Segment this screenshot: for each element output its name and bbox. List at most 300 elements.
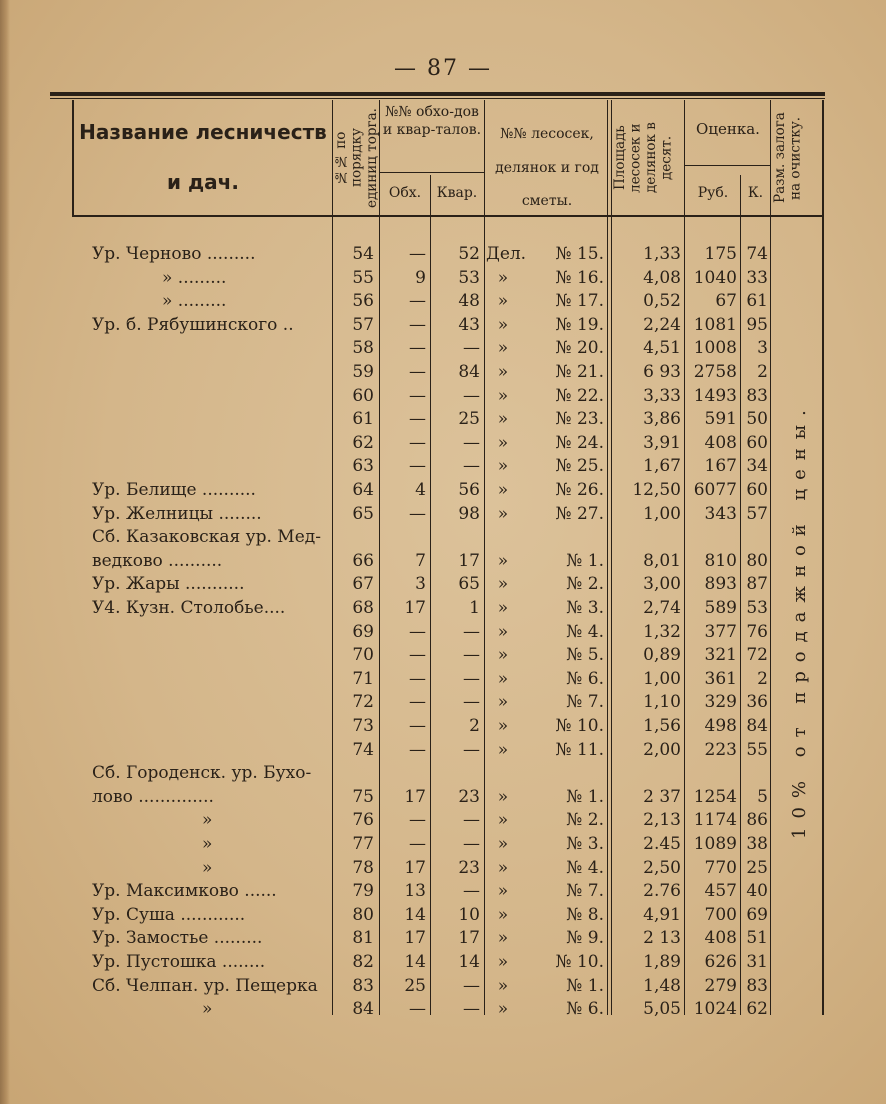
row-pre: » xyxy=(497,692,509,713)
row-name xyxy=(92,739,328,761)
row-kv: — xyxy=(463,881,480,902)
row-n: 76 xyxy=(352,810,374,831)
row-kop: 57 xyxy=(746,503,768,524)
header-kop: К. xyxy=(747,185,764,201)
row-kop: 83 xyxy=(746,975,768,996)
row-kv: — xyxy=(463,385,480,406)
row-num: № 24. xyxy=(555,432,604,453)
row-pre: » xyxy=(497,999,509,1020)
row-rub: 6077 xyxy=(693,480,737,500)
row-area: 4,51 xyxy=(643,338,681,359)
row-n: 58 xyxy=(352,338,374,359)
row-obh: 13 xyxy=(404,881,426,902)
row-name: ведково .......... xyxy=(92,550,223,571)
divider-rub xyxy=(740,175,741,1015)
row-num: № 17. xyxy=(555,291,604,312)
divider-kop xyxy=(770,100,771,1015)
row-obh: — xyxy=(409,338,426,359)
row-kop: 80 xyxy=(746,550,768,571)
row-area: 6 93 xyxy=(643,362,681,382)
row-pre: » xyxy=(497,952,509,972)
row-num: № 4. xyxy=(566,857,604,878)
row-rub: 700 xyxy=(704,904,737,925)
row-num: № 6. xyxy=(566,999,604,1020)
row-rub: 626 xyxy=(704,952,737,972)
row-area: 4,91 xyxy=(643,904,681,925)
row-obh: — xyxy=(409,362,426,382)
row-area xyxy=(613,762,681,784)
row-obh: — xyxy=(409,314,426,335)
row-obh xyxy=(381,762,426,784)
row-pre: » xyxy=(497,550,509,571)
row-n: 60 xyxy=(352,385,374,406)
row-n: 64 xyxy=(352,480,374,500)
row-rub: 377 xyxy=(704,621,737,642)
row-obh: — xyxy=(409,291,426,312)
row-n: 57 xyxy=(352,314,374,335)
row-num: № 4. xyxy=(566,621,604,642)
row-pre: » xyxy=(497,645,509,666)
row-pre: » xyxy=(497,338,509,359)
row-n: 70 xyxy=(352,645,374,666)
row-rub: 1174 xyxy=(693,810,737,831)
row-kv: 17 xyxy=(458,550,480,571)
row-num: № 10. xyxy=(555,716,604,736)
header-kvartal: Квар. xyxy=(436,185,478,201)
row-name xyxy=(92,715,328,737)
row-obh: — xyxy=(409,409,426,430)
row-area: 3,33 xyxy=(643,385,681,406)
row-kv: 48 xyxy=(458,291,480,312)
row-name xyxy=(92,644,328,666)
row-num: № 21. xyxy=(555,362,604,382)
row-num: № 1. xyxy=(566,786,604,807)
row-pre: » xyxy=(497,574,509,595)
divider-obhod xyxy=(430,175,431,1015)
row-n: 83 xyxy=(352,975,374,996)
row-rub: 810 xyxy=(704,550,737,571)
row-rub: 175 xyxy=(704,244,737,264)
row-rub: 1254 xyxy=(693,786,737,807)
row-num: № 6. xyxy=(566,668,604,689)
row-kv: 43 xyxy=(458,314,480,335)
row-kv: — xyxy=(463,975,480,996)
row-name: Ур. Черново ......... xyxy=(92,244,256,264)
row-kv: — xyxy=(463,338,480,359)
row-area: 1,67 xyxy=(643,456,681,477)
row-kop: 5 xyxy=(757,786,768,807)
row-obh: 4 xyxy=(415,480,426,500)
row-name: Ур. Желницы ........ xyxy=(92,503,262,524)
row-n: 73 xyxy=(352,716,374,736)
row-obh: — xyxy=(409,999,426,1020)
row-n: 55 xyxy=(352,267,374,288)
row-kop: 95 xyxy=(746,314,768,335)
row-pre: » xyxy=(497,716,509,736)
row-rub: 498 xyxy=(704,716,737,736)
row-n xyxy=(334,526,374,548)
row-kv: 84 xyxy=(458,362,480,382)
row-area: 3,86 xyxy=(643,409,681,430)
row-kop: 60 xyxy=(746,480,768,500)
row-n: 68 xyxy=(352,598,374,618)
row-obh: 7 xyxy=(415,550,426,571)
row-name xyxy=(92,385,328,407)
row-name: У4. Кузн. Столобье.... xyxy=(92,598,286,618)
row-kop: 83 xyxy=(746,385,768,406)
row-n: 54 xyxy=(352,244,374,264)
row-pre: » xyxy=(497,668,509,689)
row-area: 2 37 xyxy=(643,786,681,807)
row-n: 80 xyxy=(352,904,374,925)
row-kop: 76 xyxy=(746,621,768,642)
row-n: 69 xyxy=(352,621,374,642)
row-obh: — xyxy=(409,716,426,736)
row-pre: » xyxy=(497,904,509,925)
row-pre: » xyxy=(497,385,509,406)
row-kop: 2 xyxy=(757,668,768,689)
row-rub: 1008 xyxy=(693,338,737,359)
row-pre: » xyxy=(497,786,509,807)
row-obh: 3 xyxy=(415,574,426,595)
row-pre: » xyxy=(497,456,509,477)
row-num: № 20. xyxy=(555,338,604,359)
row-kop: 53 xyxy=(746,598,768,618)
row-name: Ур. Суша ............ xyxy=(92,904,246,925)
row-num: № 5. xyxy=(566,645,604,666)
row-kv: 23 xyxy=(458,857,480,878)
row-rub xyxy=(686,762,737,784)
row-kv: — xyxy=(463,456,480,477)
header-obhod: Обх. xyxy=(388,185,422,201)
row-num: № 3. xyxy=(566,834,604,854)
row-num: № 8. xyxy=(566,904,604,925)
row-rub: 408 xyxy=(704,928,737,949)
row-name: Ур. Белище .......... xyxy=(92,480,256,500)
row-n: 79 xyxy=(352,881,374,902)
row-area: 1,89 xyxy=(643,952,681,972)
row-name: » xyxy=(202,810,213,831)
row-kv: — xyxy=(463,739,480,760)
row-kv: — xyxy=(463,999,480,1020)
row-kv: — xyxy=(463,834,480,854)
row-kv: — xyxy=(463,645,480,666)
row-pre: » xyxy=(497,739,509,760)
row-pre: » xyxy=(497,928,509,949)
row-obh: 17 xyxy=(404,928,426,949)
row-rub: 2758 xyxy=(693,362,737,382)
row-num xyxy=(522,526,604,548)
row-kv: — xyxy=(463,810,480,831)
header-bottom-rule xyxy=(72,215,824,217)
row-n: 66 xyxy=(352,550,374,571)
row-num: № 25. xyxy=(555,456,604,477)
divider-lesosek-double xyxy=(611,100,612,1015)
row-pre: » xyxy=(497,621,509,642)
row-kv: 53 xyxy=(458,267,480,288)
row-n xyxy=(334,762,374,784)
row-rub: 279 xyxy=(704,975,737,996)
row-num: № 10. xyxy=(555,952,604,972)
row-obh: — xyxy=(409,385,426,406)
row-n: 82 xyxy=(352,952,374,972)
ocenka-sub-rule xyxy=(685,165,770,166)
row-kop: 72 xyxy=(746,645,768,666)
row-rub: 329 xyxy=(704,692,737,713)
row-num: № 3. xyxy=(566,598,604,618)
row-area: 12,50 xyxy=(632,480,681,500)
page-number: — 87 — xyxy=(394,56,492,81)
row-num: № 2. xyxy=(566,810,604,831)
row-name xyxy=(92,432,328,454)
row-num: № 1. xyxy=(566,975,604,996)
row-rub: 1493 xyxy=(693,385,737,406)
header-ocenka: Оценка. xyxy=(696,120,760,138)
row-obh: — xyxy=(409,739,426,760)
row-kop: 86 xyxy=(746,810,768,831)
row-area: 2,24 xyxy=(643,314,681,335)
row-obh: — xyxy=(409,244,426,264)
row-name: » xyxy=(202,857,213,878)
row-kop: 38 xyxy=(746,834,768,854)
row-obh: 9 xyxy=(415,267,426,288)
row-area: 1,10 xyxy=(643,692,681,713)
row-obh: 14 xyxy=(404,952,426,972)
row-obh: — xyxy=(409,810,426,831)
divider-name xyxy=(332,100,333,1015)
row-name: » xyxy=(202,999,213,1020)
row-pre: » xyxy=(497,881,509,902)
row-n: 77 xyxy=(352,834,374,854)
row-name xyxy=(92,691,328,713)
row-area: 1,33 xyxy=(643,244,681,264)
row-rub: 591 xyxy=(704,409,737,430)
row-area: 3,00 xyxy=(643,574,681,595)
row-num: № 23. xyxy=(555,409,604,430)
row-n: 84 xyxy=(352,999,374,1020)
row-name xyxy=(92,337,328,359)
row-rub: 223 xyxy=(704,739,737,760)
row-kop: 87 xyxy=(746,574,768,595)
row-name xyxy=(92,455,328,477)
header-area: Площадь лесосек и делянок в десят. xyxy=(612,122,675,194)
row-pre xyxy=(486,526,520,548)
row-pre xyxy=(486,762,520,784)
row-num: № 22. xyxy=(555,385,604,406)
row-area: 0,89 xyxy=(643,645,681,666)
row-kv: 56 xyxy=(458,480,480,500)
header-lesosek: №№ лесосек, делянок и год сметы. xyxy=(495,126,599,210)
divider-kvartal xyxy=(484,100,485,1015)
header-rub: Руб. xyxy=(697,185,729,201)
row-kop: 50 xyxy=(746,409,768,430)
row-area: 2,74 xyxy=(643,598,681,618)
row-rub: 408 xyxy=(704,432,737,453)
row-kop xyxy=(742,762,768,784)
header-name-2: и дач. xyxy=(167,170,239,194)
row-obh: — xyxy=(409,456,426,477)
row-obh: — xyxy=(409,668,426,689)
row-area: 4,08 xyxy=(643,267,681,288)
row-n: 81 xyxy=(352,928,374,949)
row-rub: 167 xyxy=(704,456,737,477)
row-area: 1,48 xyxy=(643,975,681,996)
row-rub: 1089 xyxy=(693,834,737,854)
row-kop: 84 xyxy=(746,716,768,736)
row-rub: 361 xyxy=(704,668,737,689)
row-pre: » xyxy=(497,857,509,878)
row-kv xyxy=(432,762,480,784)
row-kv: — xyxy=(463,668,480,689)
row-area: 5,05 xyxy=(643,999,681,1020)
row-kop: 74 xyxy=(746,244,768,264)
row-kv xyxy=(432,526,480,548)
row-area: 1,00 xyxy=(643,503,681,524)
top-thin-rule xyxy=(50,98,825,99)
row-num: № 11. xyxy=(555,739,604,760)
row-area: 2 13 xyxy=(643,928,681,949)
divider-area xyxy=(684,100,685,1015)
row-kop: 36 xyxy=(746,692,768,713)
row-kop: 40 xyxy=(746,881,768,902)
row-num: № 7. xyxy=(566,881,604,902)
row-kop: 60 xyxy=(746,432,768,453)
row-obh: 17 xyxy=(404,598,426,618)
row-kop: 51 xyxy=(746,928,768,949)
divider-lesosek xyxy=(607,100,608,1015)
row-rub: 1024 xyxy=(693,999,737,1020)
row-kv: 52 xyxy=(458,244,480,264)
header-zalog: Разм. залога на очистку. xyxy=(772,112,804,204)
row-area xyxy=(613,526,681,548)
row-obh xyxy=(381,526,426,548)
row-area: 1,32 xyxy=(643,621,681,642)
row-kv: — xyxy=(463,432,480,453)
row-obh: 17 xyxy=(404,786,426,807)
row-num: № 2. xyxy=(566,574,604,595)
row-obh: — xyxy=(409,645,426,666)
row-name xyxy=(92,361,328,383)
row-num: № 19. xyxy=(555,314,604,335)
row-pre: » xyxy=(497,598,509,618)
row-pre: » xyxy=(497,291,509,312)
row-pre: » xyxy=(497,267,509,288)
row-n: 65 xyxy=(352,503,374,524)
row-n: 63 xyxy=(352,456,374,477)
row-obh: — xyxy=(409,692,426,713)
row-obh: — xyxy=(409,834,426,854)
row-kop: 2 xyxy=(757,362,768,382)
row-num: № 16. xyxy=(555,267,604,288)
header-obhod-title: №№ обхо-дов и квар-талов. xyxy=(382,104,482,138)
row-name: Сб. Городенск. ур. Бухо- xyxy=(92,763,312,784)
row-pre: » xyxy=(497,810,509,831)
row-kv: 23 xyxy=(458,786,480,807)
header-name: Название лесничеств xyxy=(79,120,327,144)
row-name: Ур. Пустошка ........ xyxy=(92,952,266,972)
row-pre: » xyxy=(497,314,509,335)
row-name: Ур. Замостье ......... xyxy=(92,928,263,949)
row-rub: 893 xyxy=(704,574,737,595)
row-rub: 321 xyxy=(704,645,737,666)
row-n: 78 xyxy=(352,857,374,878)
row-num: № 26. xyxy=(555,480,604,500)
row-area: 1,00 xyxy=(643,668,681,689)
row-kv: — xyxy=(463,621,480,642)
row-pre: » xyxy=(497,975,509,996)
row-kop: 31 xyxy=(746,952,768,972)
row-kv: 17 xyxy=(458,928,480,949)
left-border xyxy=(72,100,74,215)
row-num: № 1. xyxy=(566,550,604,571)
row-area: 2.76 xyxy=(643,881,681,902)
row-pre: » xyxy=(497,503,509,524)
row-area: 1,56 xyxy=(643,716,681,736)
row-n: 74 xyxy=(352,739,374,760)
row-name xyxy=(92,621,328,643)
row-name: Сб. Казаковская ур. Мед- xyxy=(92,527,321,548)
row-kv: 65 xyxy=(458,574,480,595)
obhod-sub-rule xyxy=(380,172,484,173)
row-kv: — xyxy=(463,692,480,713)
row-rub: 770 xyxy=(704,857,737,878)
row-pre: » xyxy=(497,409,509,430)
row-name: Сб. Челпан. ур. Пещерка xyxy=(92,975,318,996)
row-rub: 589 xyxy=(704,598,737,618)
row-num: № 7. xyxy=(566,692,604,713)
row-obh: 25 xyxy=(404,975,426,996)
row-num: № 15. xyxy=(555,244,604,264)
row-n: 62 xyxy=(352,432,374,453)
row-name xyxy=(92,668,328,690)
row-rub: 1081 xyxy=(693,314,737,335)
row-name: лово .............. xyxy=(92,786,214,807)
row-kv: 10 xyxy=(458,904,480,925)
row-name xyxy=(92,408,328,430)
row-n: 71 xyxy=(352,668,374,689)
row-n: 75 xyxy=(352,786,374,807)
row-kv: 2 xyxy=(469,716,480,736)
row-name: » xyxy=(202,834,213,854)
row-kv: 1 xyxy=(469,598,480,618)
row-pre: » xyxy=(497,362,509,382)
row-n: 56 xyxy=(352,291,374,312)
row-area: 2,13 xyxy=(643,810,681,831)
row-obh: — xyxy=(409,432,426,453)
row-area: 2.45 xyxy=(643,834,681,854)
row-obh: 17 xyxy=(404,857,426,878)
row-n: 72 xyxy=(352,692,374,713)
row-kop: 61 xyxy=(746,291,768,312)
row-obh: 14 xyxy=(404,904,426,925)
divider-order xyxy=(379,100,380,1015)
row-kop: 34 xyxy=(746,456,768,477)
row-rub: 1040 xyxy=(693,267,737,288)
row-n: 59 xyxy=(352,362,374,382)
row-area: 2,50 xyxy=(643,857,681,878)
row-name: Ур. б. Рябушинского .. xyxy=(92,314,294,335)
row-rub: 67 xyxy=(715,291,737,312)
row-area: 8,01 xyxy=(643,550,681,571)
row-name: Ур. Жары ........... xyxy=(92,574,245,595)
row-kv: 25 xyxy=(458,409,480,430)
row-n: 67 xyxy=(352,574,374,595)
row-name: » ......... xyxy=(162,291,227,312)
row-name: » ......... xyxy=(162,267,227,288)
row-num: № 9. xyxy=(566,928,604,949)
row-rub: 343 xyxy=(704,503,737,524)
row-n: 61 xyxy=(352,409,374,430)
